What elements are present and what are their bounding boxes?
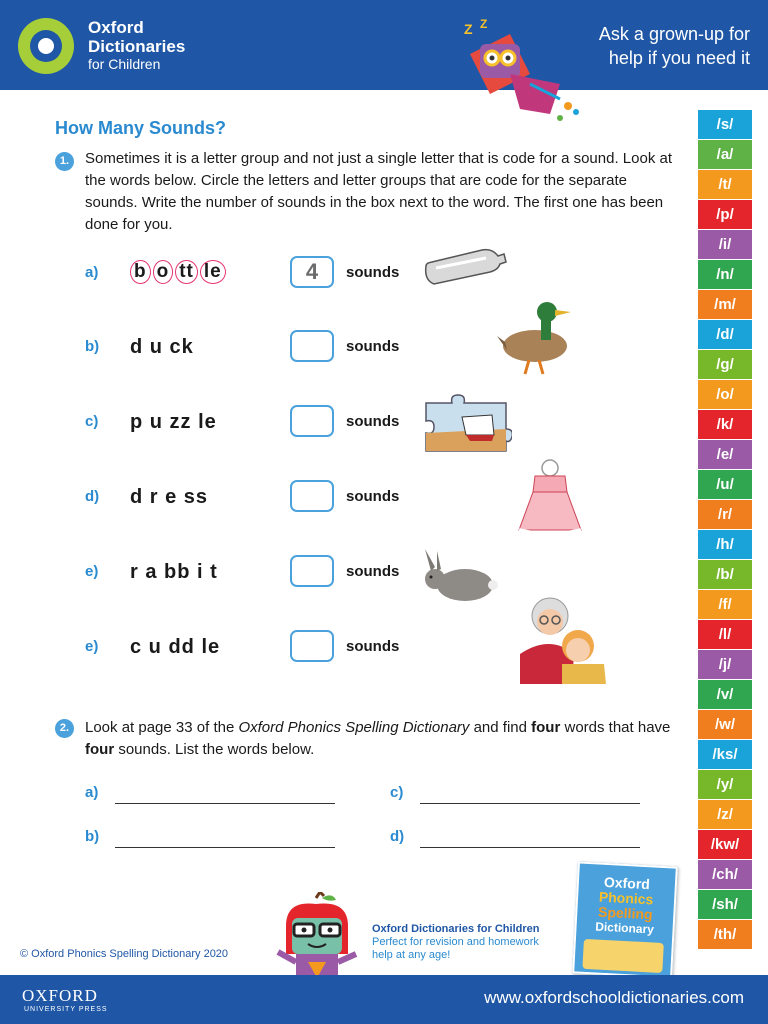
phoneme-chip: /z/ <box>698 800 752 829</box>
q2-emphasis: four <box>531 719 561 736</box>
sound-circle: le <box>200 260 226 284</box>
phoneme-chip: /a/ <box>698 140 752 169</box>
circled-word <box>130 260 228 284</box>
copyright-text: © Oxford Phonics Spelling Dictionary 2020 <box>20 948 229 960</box>
promo-line-2: help at any age! <box>372 949 451 961</box>
phoneme-chip: /u/ <box>698 470 752 499</box>
exercise-word: r a bb i t <box>130 561 218 583</box>
promo-title: Oxford Dictionaries for Children <box>372 923 540 935</box>
phoneme-chip: /th/ <box>698 920 752 949</box>
sound-count-box[interactable] <box>290 330 334 362</box>
write-line[interactable] <box>115 847 335 848</box>
sound-circle: tt <box>175 260 198 284</box>
phoneme-chip: /v/ <box>698 680 752 709</box>
dictionary-book-cover[interactable] <box>572 861 678 978</box>
sound-count-box[interactable] <box>290 630 334 662</box>
robot-mascot-icon <box>450 14 590 124</box>
phoneme-chip: /n/ <box>698 260 752 289</box>
q2-text-part: words that have <box>560 719 671 736</box>
phoneme-chip: /b/ <box>698 560 752 589</box>
phoneme-chip: /y/ <box>698 770 752 799</box>
promo-text <box>372 923 539 962</box>
row-letter: a) <box>85 264 99 281</box>
answer-label: b) <box>85 828 100 845</box>
sounds-label: sounds <box>346 413 400 430</box>
page-title: How Many Sounds? <box>55 118 226 138</box>
row-letter: e) <box>85 638 99 655</box>
sound-count-box[interactable] <box>290 405 334 437</box>
cuddle-icon <box>512 594 610 684</box>
q2-text-part: and find <box>469 719 532 736</box>
help-line-2: help if you need it <box>608 48 750 68</box>
book-title-line: Oxford <box>603 873 651 893</box>
exercise-word: c u dd le <box>130 636 221 658</box>
write-line[interactable] <box>115 803 335 804</box>
answer-line-d[interactable] <box>390 826 650 850</box>
exercise-row-c <box>0 405 680 445</box>
svg-text:Z: Z <box>464 21 473 37</box>
exercise-row-e <box>0 555 680 595</box>
website-link[interactable]: www.oxfordschooldictionaries.com <box>484 988 744 1007</box>
exercise-word: d u ck <box>130 336 194 358</box>
phoneme-chip: /k/ <box>698 410 752 439</box>
phoneme-chip: /ks/ <box>698 740 752 769</box>
question-2-number: 2. <box>55 719 74 738</box>
exercise-row-f <box>0 630 680 670</box>
dress-icon <box>515 458 585 538</box>
sound-count-box[interactable] <box>290 480 334 512</box>
write-line[interactable] <box>420 803 640 804</box>
sound-circle: o <box>153 260 174 284</box>
row-letter: c) <box>85 413 99 430</box>
book-title-line: Spelling <box>597 903 653 923</box>
q2-text-part: sounds. List the words below. <box>114 741 315 758</box>
exercise-row-b <box>0 330 680 370</box>
phoneme-chip: /ch/ <box>698 860 752 889</box>
q2-emphasis: four <box>85 741 115 758</box>
exercise-row-a <box>0 256 680 296</box>
phoneme-chip: /w/ <box>698 710 752 739</box>
sounds-label: sounds <box>346 638 400 655</box>
phoneme-chip: /i/ <box>698 230 752 259</box>
question-1-text: Sometimes it is a letter group and not just a single letter that is code for a sound. Look at the words below. Circle the letters and letter groups that are code for the separate sounds. Write the number of sounds in the box next to the word. The first one has been done for you. <box>85 150 672 233</box>
sounds-label: sounds <box>346 264 400 281</box>
phoneme-chip: /p/ <box>698 200 752 229</box>
phoneme-chip: /kw/ <box>698 830 752 859</box>
phoneme-chip: /h/ <box>698 530 752 559</box>
sounds-label: sounds <box>346 488 400 505</box>
brand-line-2: Dictionaries <box>88 37 186 56</box>
sounds-label: sounds <box>346 338 400 355</box>
answer-line-b[interactable] <box>85 826 345 850</box>
phoneme-chip: /f/ <box>698 590 752 619</box>
row-letter: e) <box>85 563 99 580</box>
duck-icon <box>495 296 575 376</box>
svg-text:Z: Z <box>480 17 488 31</box>
phoneme-chip: /e/ <box>698 440 752 469</box>
sounds-label: sounds <box>346 563 400 580</box>
sound-count-box[interactable]: 4 <box>290 256 334 288</box>
row-letter: b) <box>85 338 100 355</box>
q2-text-part: Look at page 33 of the <box>85 719 239 736</box>
question-1-number: 1. <box>55 152 74 171</box>
question-2-text <box>85 717 675 761</box>
brand-line-3: for Children <box>88 56 161 72</box>
answer-line-a[interactable] <box>85 782 345 806</box>
rabbit-icon <box>415 547 500 605</box>
answer-label: a) <box>85 784 99 801</box>
phoneme-strip <box>698 110 752 950</box>
brand-line-1: Oxford <box>88 18 144 37</box>
phoneme-chip: /m/ <box>698 290 752 319</box>
sound-count-box[interactable] <box>290 555 334 587</box>
write-line[interactable] <box>420 847 640 848</box>
sound-circle: b <box>130 260 151 284</box>
answer-label: d) <box>390 828 405 845</box>
exercise-word: d r e ss <box>130 486 209 508</box>
book-title-line: Phonics <box>598 888 654 908</box>
phoneme-chip: /j/ <box>698 650 752 679</box>
phoneme-chip: /t/ <box>698 170 752 199</box>
exercise-row-d <box>0 480 680 520</box>
book-cover-art <box>582 939 663 973</box>
brand-name <box>88 18 185 73</box>
promo-line-1: Perfect for revision and homework <box>372 936 539 948</box>
oxford-wordmark: OXFORD <box>22 986 98 1005</box>
answer-label: c) <box>390 784 404 801</box>
phoneme-chip: /s/ <box>698 110 752 139</box>
row-letter: d) <box>85 488 100 505</box>
bottle-icon <box>420 244 510 294</box>
phoneme-chip: /d/ <box>698 320 752 349</box>
help-line-1: Ask a grown-up for <box>598 24 750 44</box>
oup-wordmark: UNIVERSITY PRESS <box>24 1006 108 1013</box>
oxford-logo-icon <box>18 18 74 74</box>
phoneme-chip: /o/ <box>698 380 752 409</box>
puzzle-icon <box>422 393 512 455</box>
phoneme-chip: /r/ <box>698 500 752 529</box>
phoneme-chip: /l/ <box>698 620 752 649</box>
phoneme-chip: /g/ <box>698 350 752 379</box>
book-title-line: Dictionary <box>594 919 655 937</box>
book-title-ref: Oxford Phonics Spelling Dictionary <box>238 719 470 736</box>
answer-line-c[interactable] <box>390 782 650 806</box>
exercise-word: p u zz le <box>130 411 217 433</box>
phoneme-chip: /sh/ <box>698 890 752 919</box>
